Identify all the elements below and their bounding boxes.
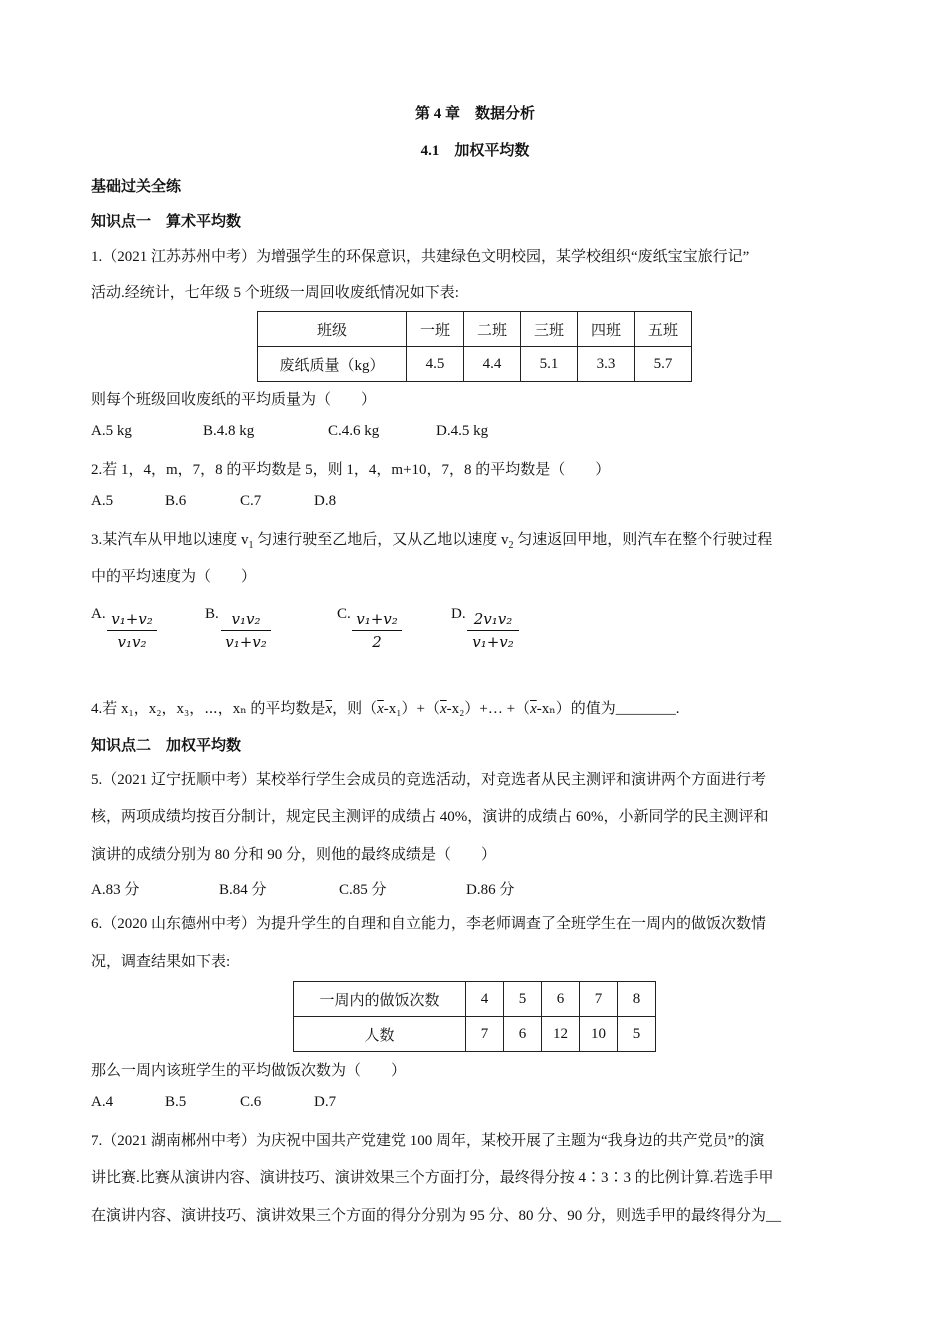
table-cell: 二班 xyxy=(464,312,521,347)
q4-stem xyxy=(91,697,679,718)
knowledge-point-2: 知识点二 加权平均数 xyxy=(91,738,242,754)
q6-stem: 那么一周内该班学生的平均做饭次数为（ ） xyxy=(91,1063,407,1079)
fraction-bar xyxy=(221,630,271,631)
fraction-numerator: v₁+v₂ xyxy=(111,610,153,628)
q7-line3: 在演讲内容、演讲技巧、演讲效果三个方面的得分分别为 95 分、80 分、90 分，则选手甲的最终得分为__ xyxy=(91,1208,782,1224)
q2-option-b: B.6 xyxy=(165,493,187,509)
table-cell: 一周内的做饭次数 xyxy=(294,982,466,1017)
table-cell: 废纸质量（kg） xyxy=(258,347,407,382)
q6-option-b: B.5 xyxy=(165,1094,187,1110)
q5-option-b: B.84 分 xyxy=(219,882,267,898)
q5-option-a: A.83 分 xyxy=(91,882,140,898)
q7-line1: 7.（2021 湖南郴州中考）为庆祝中国共产党建党 100 周年，某校开展了主题为“我身边的共产党员”的演 xyxy=(91,1133,765,1149)
table-cell: 5 xyxy=(618,1017,656,1052)
table-row xyxy=(294,982,656,1017)
q6-option-d: D.7 xyxy=(314,1094,337,1110)
table-cell: 五班 xyxy=(635,312,692,347)
table-row xyxy=(258,347,692,382)
q1-option-c: C.4.6 kg xyxy=(328,423,380,439)
q6-table xyxy=(293,981,656,1052)
q3-option-a-label: A. xyxy=(91,606,106,622)
table-cell: 4 xyxy=(466,982,504,1017)
table-cell: 三班 xyxy=(521,312,578,347)
q5-option-c: C.85 分 xyxy=(339,882,387,898)
part-title: 基础过关全练 xyxy=(91,179,182,195)
q3-option-b-fraction xyxy=(221,610,271,651)
q6-line2: 况，调查结果如下表: xyxy=(91,954,231,970)
table-row xyxy=(294,1017,656,1052)
q3-option-b-label: B. xyxy=(205,606,219,622)
table-cell: 6 xyxy=(542,982,580,1017)
q1-table xyxy=(257,311,692,382)
table-cell: 4.4 xyxy=(464,347,521,382)
q3-text: 3.某汽车从甲地以速度 v xyxy=(91,532,249,548)
q1-option-d: D.4.5 kg xyxy=(436,423,489,439)
fraction-numerator: v₁v₂ xyxy=(231,610,261,628)
x-bar-symbol: $\overline{x}$ xyxy=(325,701,333,717)
table-cell: 5.7 xyxy=(635,347,692,382)
q6-option-a: A.4 xyxy=(91,1094,114,1110)
q1-option-a: A.5 kg xyxy=(91,423,132,439)
fraction-bar xyxy=(352,630,402,631)
q3-text: 匀速返回甲地，则汽车在整个行驶过程 xyxy=(513,532,773,548)
fraction-numerator: 2v₁v₂ xyxy=(473,610,513,628)
fraction-denominator: 2 xyxy=(372,633,382,651)
q7-line2: 讲比赛.比赛从演讲内容、演讲技巧、演讲效果三个方面打分，最终得分按 4∶3∶3 的比例计算.若选手甲 xyxy=(91,1170,774,1186)
table-cell: 10 xyxy=(580,1017,618,1052)
table-cell: 8 xyxy=(618,982,656,1017)
q4-text: -xₙ）的值为________. xyxy=(536,701,680,717)
q3-line2: 中的平均速度为（ ） xyxy=(91,569,257,585)
fraction-denominator: v₁v₂ xyxy=(117,633,147,651)
table-cell: 5 xyxy=(504,982,542,1017)
table-cell: 四班 xyxy=(578,312,635,347)
table-cell: 6 xyxy=(504,1017,542,1052)
section-title: 4.1 加权平均数 xyxy=(420,143,530,159)
table-cell: 4.5 xyxy=(407,347,464,382)
table-cell: 7 xyxy=(580,982,618,1017)
table-cell: 12 xyxy=(542,1017,580,1052)
q5-option-d: D.86 分 xyxy=(466,882,515,898)
chapter-title: 第 4 章 数据分析 xyxy=(414,106,535,122)
q2-option-a: A.5 xyxy=(91,493,114,509)
q1-line1: 1.（2021 江苏苏州中考）为增强学生的环保意识，共建绿色文明校园，某学校组织“废纸宝宝旅行记” xyxy=(91,249,750,265)
x-bar-symbol: $\overline{x}$ xyxy=(439,701,447,717)
q2-option-c: C.7 xyxy=(240,493,262,509)
q4-text: 4.若 x₁，x₂，x₃，⋯，xₙ 的平均数是 xyxy=(91,701,326,717)
q3-sub: 2 xyxy=(508,540,514,551)
x-bar-symbol: $\overline{x}$ xyxy=(530,701,537,717)
q3-sub: 1 xyxy=(248,540,254,551)
q1-line2: 活动.经统计，七年级 5 个班级一周回收废纸情况如下表: xyxy=(91,285,459,301)
q3-option-d-fraction xyxy=(467,610,519,651)
fraction-bar xyxy=(107,630,157,631)
q5-line1: 5.（2021 辽宁抚顺中考）某校举行学生会成员的竞选活动，对竞选者从民主测评和演讲两个方面进行考 xyxy=(91,772,767,788)
q4-text: -x₂）+… +（ xyxy=(446,701,531,717)
table-cell: 3.3 xyxy=(578,347,635,382)
q3-option-c-fraction xyxy=(352,610,402,651)
q3-line1 xyxy=(91,528,772,551)
q4-text: ，则（ xyxy=(332,701,378,717)
x-bar-symbol: $\overline{x}$ xyxy=(377,701,384,717)
q3-option-a-fraction xyxy=(107,610,157,651)
q3-option-c-label: C. xyxy=(337,606,351,622)
q6-option-c: C.6 xyxy=(240,1094,262,1110)
q3-option-d-label: D. xyxy=(451,606,466,622)
table-cell: 人数 xyxy=(294,1017,466,1052)
table-cell: 一班 xyxy=(407,312,464,347)
q3-text: 匀速行驶至乙地后，又从乙地以速度 v xyxy=(253,532,509,548)
table-cell: 5.1 xyxy=(521,347,578,382)
knowledge-point-1: 知识点一 算术平均数 xyxy=(91,214,242,230)
q1-option-b: B.4.8 kg xyxy=(203,423,255,439)
q4-text: -x₁）+（ xyxy=(383,701,440,717)
fraction-denominator: v₁+v₂ xyxy=(225,633,267,651)
table-row xyxy=(258,312,692,347)
q2-stem: 2.若 1，4，m，7，8 的平均数是 5，则 1，4，m+10，7，8 的平均数是（ ） xyxy=(91,462,611,478)
q2-option-d: D.8 xyxy=(314,493,337,509)
fraction-denominator: v₁+v₂ xyxy=(472,633,514,651)
fraction-bar xyxy=(467,630,519,631)
q5-line2: 核，两项成绩均按百分制计，规定民主测评的成绩占 40%，演讲的成绩占 60%，小新同学的民主测评和 xyxy=(91,809,769,825)
q6-line1: 6.（2020 山东德州中考）为提升学生的自理和自立能力，李老师调查了全班学生在一周内的做饭次数情 xyxy=(91,916,767,932)
table-cell: 7 xyxy=(466,1017,504,1052)
q5-line3: 演讲的成绩分别为 80 分和 90 分，则他的最终成绩是（ ） xyxy=(91,847,497,863)
fraction-numerator: v₁+v₂ xyxy=(356,610,398,628)
table-cell: 班级 xyxy=(258,312,407,347)
q1-stem: 则每个班级回收废纸的平均质量为（ ） xyxy=(91,392,377,408)
